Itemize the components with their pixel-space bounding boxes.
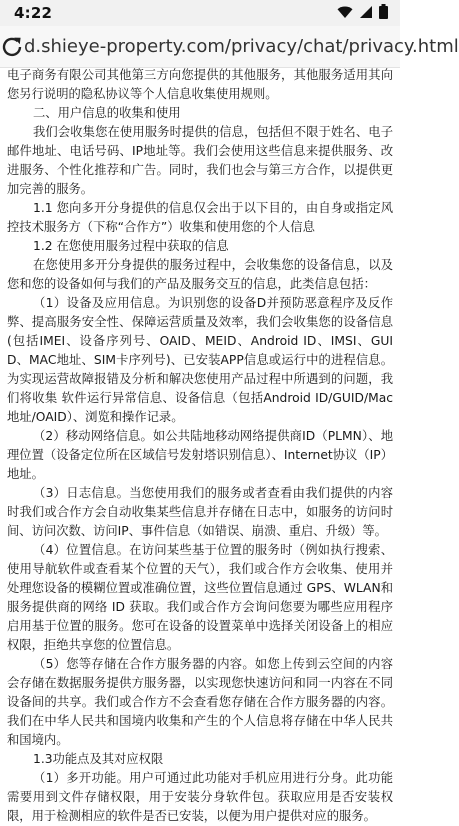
cell-signal-icon [359, 4, 373, 23]
wifi-icon [337, 4, 353, 23]
reload-icon [0, 35, 24, 59]
doc-paragraph: （3）日志信息。当您使用我们的服务或者查看由我们提供的内容时我们或合作方会自动收集某些信息并存储在日志中，如服务的访问时间、访问次数、访问IP、事件信息（如错误、崩溃、重启、升级）等。 [7, 486, 393, 538]
doc-paragraph: （1）多开功能。用户可通过此功能对手机应用进行分身。此功能需要用到文件存储权限，用于安装分身软件包。获取应用是否安装权限，用于检测相应的软件是否已安装，以便为用户提供对应的服务。 [7, 771, 393, 823]
browser-url-bar [0, 26, 459, 68]
doc-subheading: 1.3功能点及其对应权限 [33, 752, 164, 766]
privacy-document [0, 68, 400, 823]
status-icons [337, 4, 388, 23]
doc-paragraph: 电子商务有限公司其他第三方向您提供的其他服务，其他服务适用其向您另行说明的隐私协议等个人信息收集使用规则。 [7, 68, 393, 101]
doc-subheading: 1.2 在您使用服务过程中获取的信息 [33, 239, 229, 253]
doc-paragraph: 我们会收集您在使用服务时提供的信息，包括但不限于姓名、电子邮件地址、电话号码、IP地址等。我们会使用这些信息来提供服务、改进服务、个性化推荐和广告。同时，我们也会与第三方合作，以提供更加完善的服务。 [7, 125, 393, 196]
battery-icon [379, 4, 388, 23]
url-field[interactable]: d.shieye-property.com/privacy/chat/privacy.html [24, 36, 459, 57]
doc-paragraph: （5）您等存储在合作方服务器的内容。如您上传到云空间的内容会存储在数据服务提供方服务器，以实现您快速访问和同一内容在不同设备间的共享。我们或合作方不会查看您存储在合作方服务器的内容。 我们在中华人民共和国境内收集和产生的个人信息将存储在中华人民共和国境内。 [7, 657, 393, 747]
doc-paragraph: 1.1 您向多开分身提供的信息仅会出于以下目的，由自身或指定风控技术服务方（下称“合作方”）收集和使用您的个人信息 [7, 201, 393, 234]
status-time: 4:22 [14, 4, 53, 22]
doc-paragraph: （1）设备及应用信息。为识别您的设备D并预防恶意程序及反作弊、提高服务安全性、保障运营质量及效率，我们会收集您的设备信息(包括IMEI、设备序列号、OAID、MEID、Android ID、IMSI、GUID、MAC地址、SIM卡序列号)、已安装APP信息或运行中的进程信息。为实现运营故障报错及分析和解决您使用产品过程中所遇到的问题，我们将收集 软件运行异常信息、设备信息（包括Android ID/GUID/Mac地址/OAID）、浏览和操作记录。 [7, 296, 393, 424]
doc-paragraph: （4）位置信息。在访问某些基于位置的服务时（例如执行搜索、使用导航软件或查看某个位置的天气），我们或合作方会收集、使用并处理您设备的模糊位置或准确位置，这些位置信息通过 GPS、WLAN和服务提供商的网络 ID 获取。我们或合作方会询问您要为哪些应用程序启用基于位置的服务。您可在设备的设置菜单中选择关闭设备上的相应权限，拒绝共享您的位置信息。 [7, 543, 393, 652]
doc-paragraph: （2）移动网络信息。如公共陆地移动网络提供商ID（PLMN）、地理位置（设备定位所在区域信号发射塔识别信息）、Internet协议（IP）地址。 [7, 429, 393, 481]
doc-paragraph: 在您使用多开分身提供的服务过程中，会收集您的设备信息，以及您和您的设备如何与我们的产品及服务交互的信息，此类信息包括： [7, 258, 393, 291]
reload-button[interactable] [0, 26, 24, 68]
status-bar [0, 0, 400, 26]
doc-section-heading: 二、用户信息的收集和使用 [33, 106, 181, 120]
